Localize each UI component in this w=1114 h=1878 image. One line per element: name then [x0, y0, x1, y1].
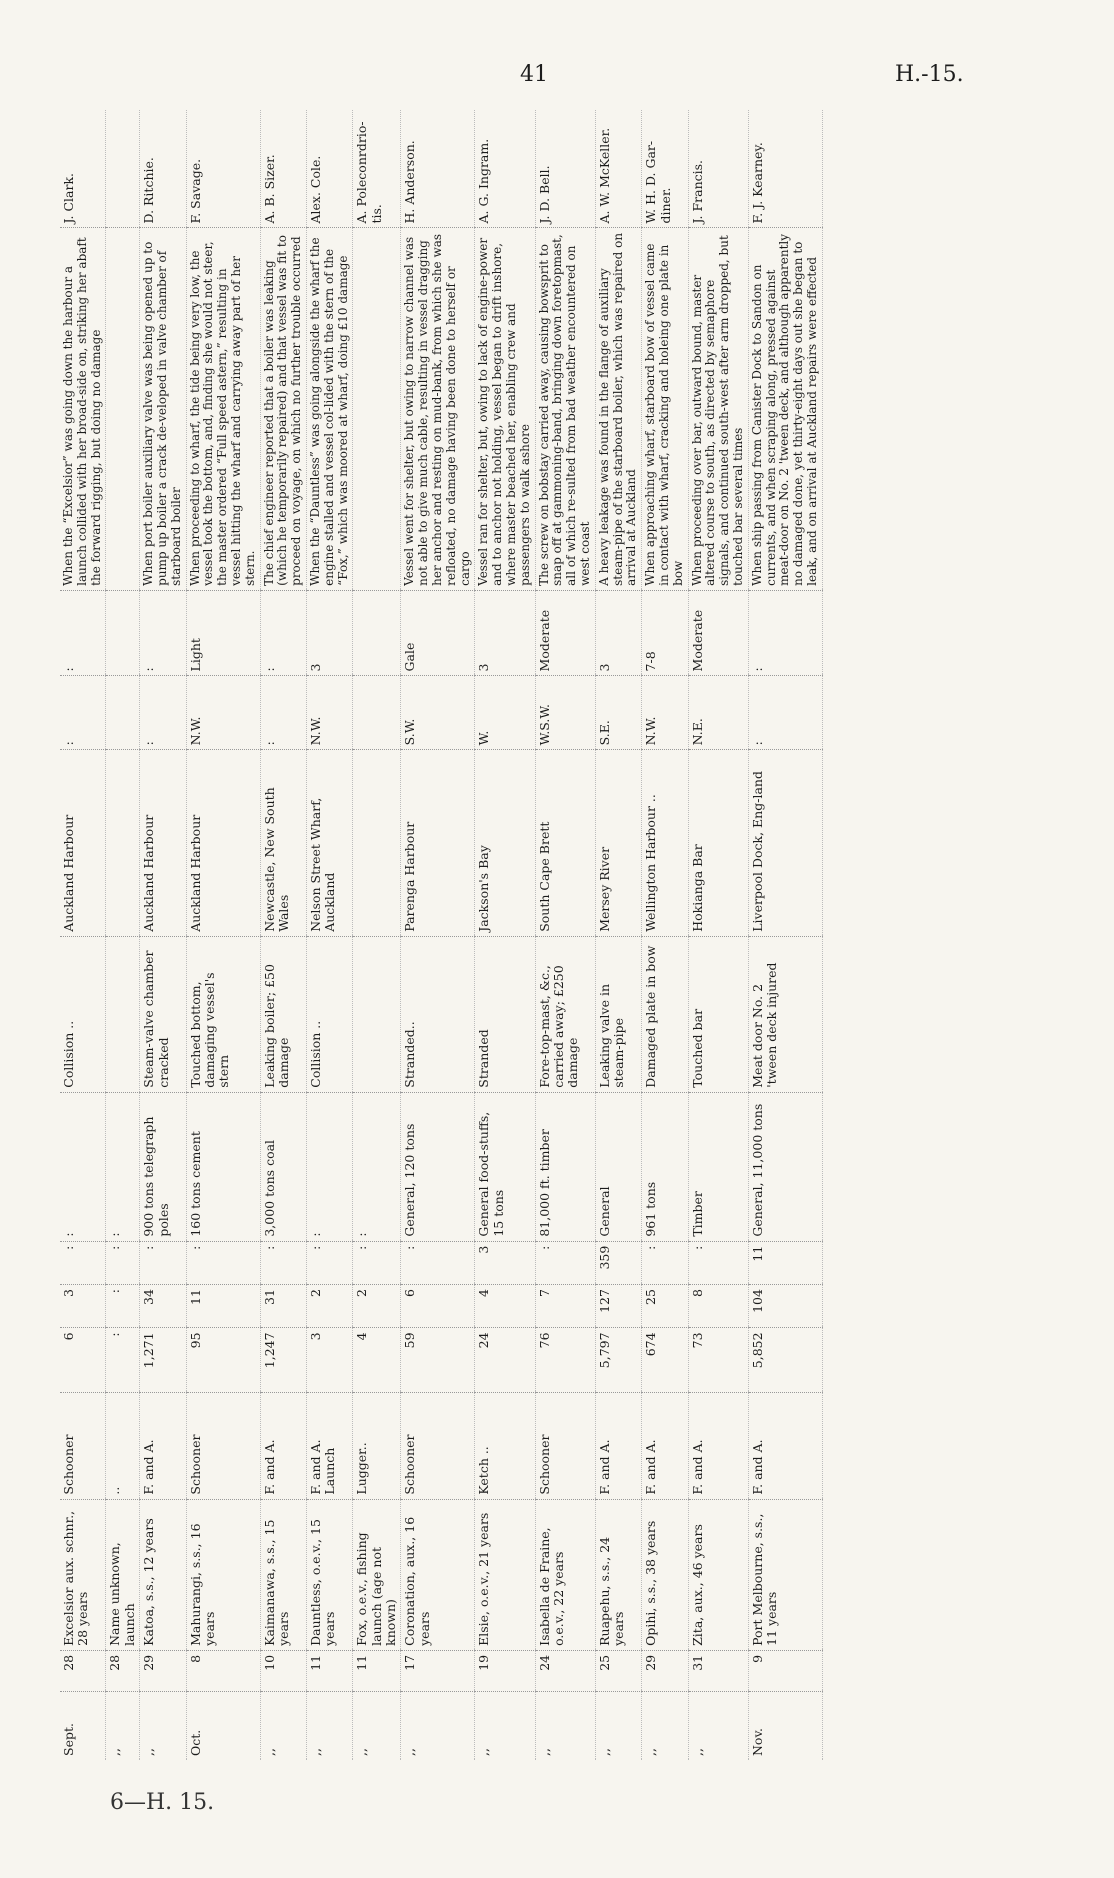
row-place: Nelson Street Wharf, Auckland: [306, 750, 352, 936]
row-cargo: 961 tons: [642, 1092, 688, 1241]
row-place: Mersey River: [595, 750, 641, 936]
document-code: H.-15.: [895, 62, 964, 87]
row-wind: N.E.: [688, 676, 748, 750]
row-nature: Touched bottom, damaging vessel's stern: [186, 936, 260, 1092]
row-rig: Schooner: [60, 1392, 106, 1499]
table-row: [106, 110, 140, 1760]
row-crew: 2: [353, 1285, 401, 1328]
row-cargo: 900 tons telegraph poles: [140, 1092, 186, 1241]
row-cargo: 81,000 ft. timber: [535, 1092, 595, 1241]
row-place: Hokianga Bar: [688, 750, 748, 936]
table-row: [60, 110, 106, 1760]
table-row: [140, 110, 186, 1760]
row-vessel: Ruapehu, s.s., 24 years: [595, 1499, 641, 1650]
row-passengers: :: [306, 1241, 352, 1284]
row-day: 9: [748, 1650, 822, 1691]
casualty-table-wrapper: [60, 110, 930, 1760]
row-vessel: Zita, aux., 46 years: [688, 1499, 748, 1650]
row-day: 28: [60, 1650, 106, 1691]
row-description: [106, 228, 140, 590]
row-wind: S.E.: [595, 676, 641, 750]
row-officer: Alex. Cole.: [307, 155, 323, 224]
row-crew: 127: [595, 1285, 641, 1328]
row-tonnage: 73: [688, 1328, 748, 1392]
row-place: Liverpool Dock, Eng-land: [748, 750, 822, 936]
row-rig: F. and A. Launch: [306, 1392, 352, 1499]
row-crew: 104: [748, 1285, 822, 1328]
row-description: [353, 228, 401, 590]
row-wind: [106, 676, 140, 750]
row-place: South Cape Brett: [535, 750, 595, 936]
row-wind: N.W.: [306, 676, 352, 750]
row-crew: 34: [140, 1285, 186, 1328]
row-rig: Ketch ..: [475, 1392, 535, 1499]
row-nature: Damaged plate in bow: [642, 936, 688, 1092]
row-officer: J. Clark.: [61, 172, 76, 224]
row-force: :: [748, 590, 822, 676]
table-row: [260, 110, 306, 1760]
row-force: 3: [595, 590, 641, 676]
row-vessel: Katoa, s.s., 12 years: [140, 1499, 186, 1650]
row-day: 11: [353, 1650, 401, 1691]
casualty-table-body: [60, 110, 822, 1760]
row-nature: Fore-top-mast, &c., carried away; £250 damage: [535, 936, 595, 1092]
row-force: :: [140, 590, 186, 676]
row-vessel: Dauntless, o.e.v., 15 years: [306, 1499, 352, 1650]
row-crew: 25: [642, 1285, 688, 1328]
row-tonnage: 3: [306, 1328, 352, 1392]
row-force: :: [260, 590, 306, 676]
row-description: When the “Excelsior” was going down the harbour a launch collided with her broad-side on, striking her abaft the forward rigging, but doing no damage: [60, 228, 106, 590]
row-nature: [106, 936, 140, 1092]
row-nature: Collision ..: [306, 936, 352, 1092]
row-nature: Collision ..: [60, 936, 106, 1092]
row-rig: F. and A.: [260, 1392, 306, 1499]
row-description: When approaching wharf, starboard bow of vessel came in contact with wharf, cracking and holeing one plate in bow: [642, 228, 688, 590]
row-day: 31: [688, 1650, 748, 1691]
row-day: 29: [140, 1650, 186, 1691]
row-force: [353, 590, 401, 676]
row-officer: A. G. Ingram.: [476, 138, 492, 224]
row-month: ,,: [595, 1691, 641, 1760]
row-vessel: Coronation, aux., 16 years: [401, 1499, 475, 1650]
row-cargo: Timber: [688, 1092, 748, 1241]
row-force: 3: [475, 590, 535, 676]
table-row: [535, 110, 595, 1760]
row-crew: 31: [260, 1285, 306, 1328]
row-passengers: 11: [748, 1241, 822, 1284]
row-month: Oct.: [186, 1691, 260, 1760]
row-nature: Leaking valve in steam-pipe: [595, 936, 641, 1092]
row-rig: Schooner: [401, 1392, 475, 1499]
row-month: ,,: [353, 1691, 401, 1760]
row-cargo: :: [60, 1092, 106, 1241]
table-row: [186, 110, 260, 1760]
row-day: 17: [401, 1650, 475, 1691]
row-force: :: [60, 590, 106, 676]
row-passengers: 3: [475, 1241, 535, 1284]
row-force: 7-8: [642, 590, 688, 676]
row-vessel: Kaimanawa, s.s., 15 years: [260, 1499, 306, 1650]
row-nature: [353, 936, 401, 1092]
row-month: ,,: [475, 1691, 535, 1760]
row-crew: 3: [60, 1285, 106, 1328]
row-month: ,,: [306, 1691, 352, 1760]
row-rig: F. and A.: [642, 1392, 688, 1499]
row-passengers: :: [140, 1241, 186, 1284]
row-day: 28: [106, 1650, 140, 1691]
row-rig: F. and A.: [688, 1392, 748, 1499]
row-crew: :: [106, 1285, 140, 1328]
row-passengers: :: [260, 1241, 306, 1284]
row-tonnage: 5,852: [748, 1328, 822, 1392]
row-description: The screw on bobstay carried away, causing bowsprit to snap off at gammoning-band, bringing down foretopmast, all of which re-sulted from bad weather encountered on west coast: [535, 228, 595, 590]
row-wind: [353, 676, 401, 750]
row-cargo: :: [106, 1092, 140, 1241]
table-row: [401, 110, 475, 1760]
row-description: When ship passing from Canister Dock to Sandon on currents, and when scraping along, pressed against meat-door on No. 2 'tween deck, and although apparently no damaged done, yet thirty-eight days out she began to leak, and on arrival at Auckland repairs were effected: [748, 228, 822, 590]
row-tonnage: 76: [535, 1328, 595, 1392]
row-description: Vessel went for shelter, but owing to narrow channel was not able to give much cable, resulting in vessel dragging her anchor and resting on mud-bank, from which she was refloated, no damage having been done to herself or cargo: [401, 228, 475, 590]
row-passengers: :: [60, 1241, 106, 1284]
row-cargo: General, 11,000 tons: [748, 1092, 822, 1241]
row-cargo: :: [353, 1092, 401, 1241]
table-row: [748, 110, 822, 1760]
row-officer: J. D. Bell.: [536, 165, 552, 224]
row-description: The chief engineer reported that a boiler was leaking (which he temporarily repaired) and that vessel was fit to proceed on voyage, on which no further trouble occurred: [260, 228, 306, 590]
row-tonnage: 95: [186, 1328, 260, 1392]
row-force: Moderate: [535, 590, 595, 676]
row-description: When port boiler auxiliary valve was being opened up to pump up boiler a crack de-veloped in valve chamber of starboard boiler: [140, 228, 186, 590]
row-vessel: Opihi, s.s., 38 years: [642, 1499, 688, 1650]
row-nature: Stranded: [475, 936, 535, 1092]
row-cargo: General: [595, 1092, 641, 1241]
row-description: When proceeding to wharf, the tide being very low, the vessel took the bottom, and, finding she would not steer, the master ordered “Full speed astern,” resulting in vessel hitting the wharf and carrying away part of her stern.: [186, 228, 260, 590]
table-row: [595, 110, 641, 1760]
row-tonnage: 4: [353, 1328, 401, 1392]
table-row: [688, 110, 748, 1760]
row-day: 10: [260, 1650, 306, 1691]
row-description: When proceeding over bar, outward bound, master altered course to south, as directed by semaphore signals, and continued south-west after arm dropped, but touched bar several times: [688, 228, 748, 590]
table-row: [353, 110, 401, 1760]
row-cargo: General food-stuffs, 15 tons: [475, 1092, 535, 1241]
row-vessel: Fox, o.e.v., fishing launch (age not known): [353, 1499, 401, 1650]
row-officer: W. H. D. Gar-diner.: [643, 140, 673, 224]
row-place: Auckland Harbour: [140, 750, 186, 936]
row-nature: Meat door No. 2 'tween deck injured: [748, 936, 822, 1092]
row-description: A heavy leakage was found in the flange of auxiliary steam-pipe of the starboard boiler, which was repaired on arrival at Auckland: [595, 228, 641, 590]
row-place: Newcastle, New South Wales: [260, 750, 306, 936]
row-passengers: 359: [595, 1241, 641, 1284]
row-officer: F. Savage.: [187, 158, 203, 224]
row-officer: F. J. Kearney.: [749, 142, 765, 224]
row-day: 24: [535, 1650, 595, 1691]
table-row: [642, 110, 688, 1760]
row-wind: :: [140, 676, 186, 750]
row-passengers: :: [106, 1241, 140, 1284]
page-number: 41: [520, 62, 548, 87]
row-passengers: :: [535, 1241, 595, 1284]
row-passengers: :: [642, 1241, 688, 1284]
row-vessel: Mahurangi, s.s., 16 years: [186, 1499, 260, 1650]
row-tonnage: 5,797: [595, 1328, 641, 1392]
row-force: Moderate: [688, 590, 748, 676]
row-description: When the “Dauntless” was going alongside the wharf the engine stalled and vessel col-lided with the stern of the “Fox,” which was moored at wharf, doing £10 damage: [306, 228, 352, 590]
row-wind: N.W.: [186, 676, 260, 750]
row-rig: Schooner: [186, 1392, 260, 1499]
row-month: ,,: [688, 1691, 748, 1760]
row-day: 8: [186, 1650, 260, 1691]
row-nature: Steam-valve chamber cracked: [140, 936, 186, 1092]
row-crew: 6: [401, 1285, 475, 1328]
row-place: Auckland Harbour: [60, 750, 106, 936]
row-nature: Stranded..: [401, 936, 475, 1092]
row-month: ,,: [642, 1691, 688, 1760]
row-force: 3: [306, 590, 352, 676]
row-crew: 8: [688, 1285, 748, 1328]
row-tonnage: 6: [60, 1328, 106, 1392]
row-wind: N.W.: [642, 676, 688, 750]
row-rig: F. and A.: [748, 1392, 822, 1499]
row-wind: :: [260, 676, 306, 750]
row-cargo: General, 120 tons: [401, 1092, 475, 1241]
row-place: Parenga Harbour: [401, 750, 475, 936]
row-wind: :: [748, 676, 822, 750]
row-vessel: Port Melbourne, s.s., 11 years: [748, 1499, 822, 1650]
row-month: ,,: [535, 1691, 595, 1760]
row-officer: A. W. McKeller.: [596, 127, 612, 224]
row-place: Jackson's Bay: [475, 750, 535, 936]
row-force: [106, 590, 140, 676]
row-crew: 2: [306, 1285, 352, 1328]
row-force: Light: [186, 590, 260, 676]
row-day: 19: [475, 1650, 535, 1691]
row-month: Sept.: [60, 1691, 106, 1760]
row-tonnage: 674: [642, 1328, 688, 1392]
row-month: ,,: [140, 1691, 186, 1760]
row-wind: W.: [475, 676, 535, 750]
row-officer: A. B. Sizer.: [261, 154, 277, 224]
row-wind: W.S.W.: [535, 676, 595, 750]
row-month: ,,: [401, 1691, 475, 1760]
row-tonnage: 1,247: [260, 1328, 306, 1392]
row-month: ,,: [106, 1691, 140, 1760]
row-officer: H. Anderson.: [402, 140, 418, 224]
row-vessel: Isabella de Fraine, o.e.v., 22 years: [535, 1499, 595, 1650]
row-month: Nov.: [748, 1691, 822, 1760]
row-passengers: :: [401, 1241, 475, 1284]
row-rig: F. and A.: [140, 1392, 186, 1499]
row-day: 25: [595, 1650, 641, 1691]
row-day: 11: [306, 1650, 352, 1691]
row-crew: 11: [186, 1285, 260, 1328]
row-crew: 7: [535, 1285, 595, 1328]
row-tonnage: 24: [475, 1328, 535, 1392]
row-place: Wellington Harbour ..: [642, 750, 688, 936]
row-cargo: 160 tons cement: [186, 1092, 260, 1241]
row-rig: F. and A.: [595, 1392, 641, 1499]
row-officer: D. Ritchie.: [141, 157, 157, 224]
row-place: Auckland Harbour: [186, 750, 260, 936]
row-description: Vessel ran for shelter, but, owing to lack of engine-power and to anchor not holding, vessel began to drift inshore, where master beached her, enabling crew and passengers to walk ashore: [475, 228, 535, 590]
footer-code: 6—H. 15.: [110, 1790, 215, 1815]
table-row: [475, 110, 535, 1760]
row-day: 29: [642, 1650, 688, 1691]
row-cargo: 3,000 tons coal: [260, 1092, 306, 1241]
casualty-table: [60, 110, 823, 1760]
row-rig: ..: [106, 1392, 140, 1499]
row-wind: S.W.: [401, 676, 475, 750]
row-cargo: :: [306, 1092, 352, 1241]
row-passengers: :: [353, 1241, 401, 1284]
row-place: [106, 750, 140, 936]
row-nature: Leaking boiler; £50 damage: [260, 936, 306, 1092]
row-force: Gale: [401, 590, 475, 676]
row-officer: J. Francis.: [689, 159, 705, 224]
row-crew: 4: [475, 1285, 535, 1328]
row-nature: Touched bar: [688, 936, 748, 1092]
row-tonnage: 59: [401, 1328, 475, 1392]
row-vessel: Excelsior aux. schnr., 28 years: [60, 1499, 106, 1650]
row-place: [353, 750, 401, 936]
row-officer: [106, 110, 140, 228]
row-tonnage: 1,271: [140, 1328, 186, 1392]
table-row: [306, 110, 352, 1760]
row-month: ,,: [260, 1691, 306, 1760]
row-wind: :: [60, 676, 106, 750]
row-rig: Schooner: [535, 1392, 595, 1499]
row-rig: Lugger..: [353, 1392, 401, 1499]
row-vessel: Elsie, o.e.v., 21 years: [475, 1499, 535, 1650]
row-passengers: :: [186, 1241, 260, 1284]
row-officer: A. Poleconrdrio-tis.: [354, 121, 384, 224]
row-vessel: Name unknown, launch: [106, 1499, 140, 1650]
row-tonnage: :: [106, 1328, 140, 1392]
row-passengers: :: [688, 1241, 748, 1284]
